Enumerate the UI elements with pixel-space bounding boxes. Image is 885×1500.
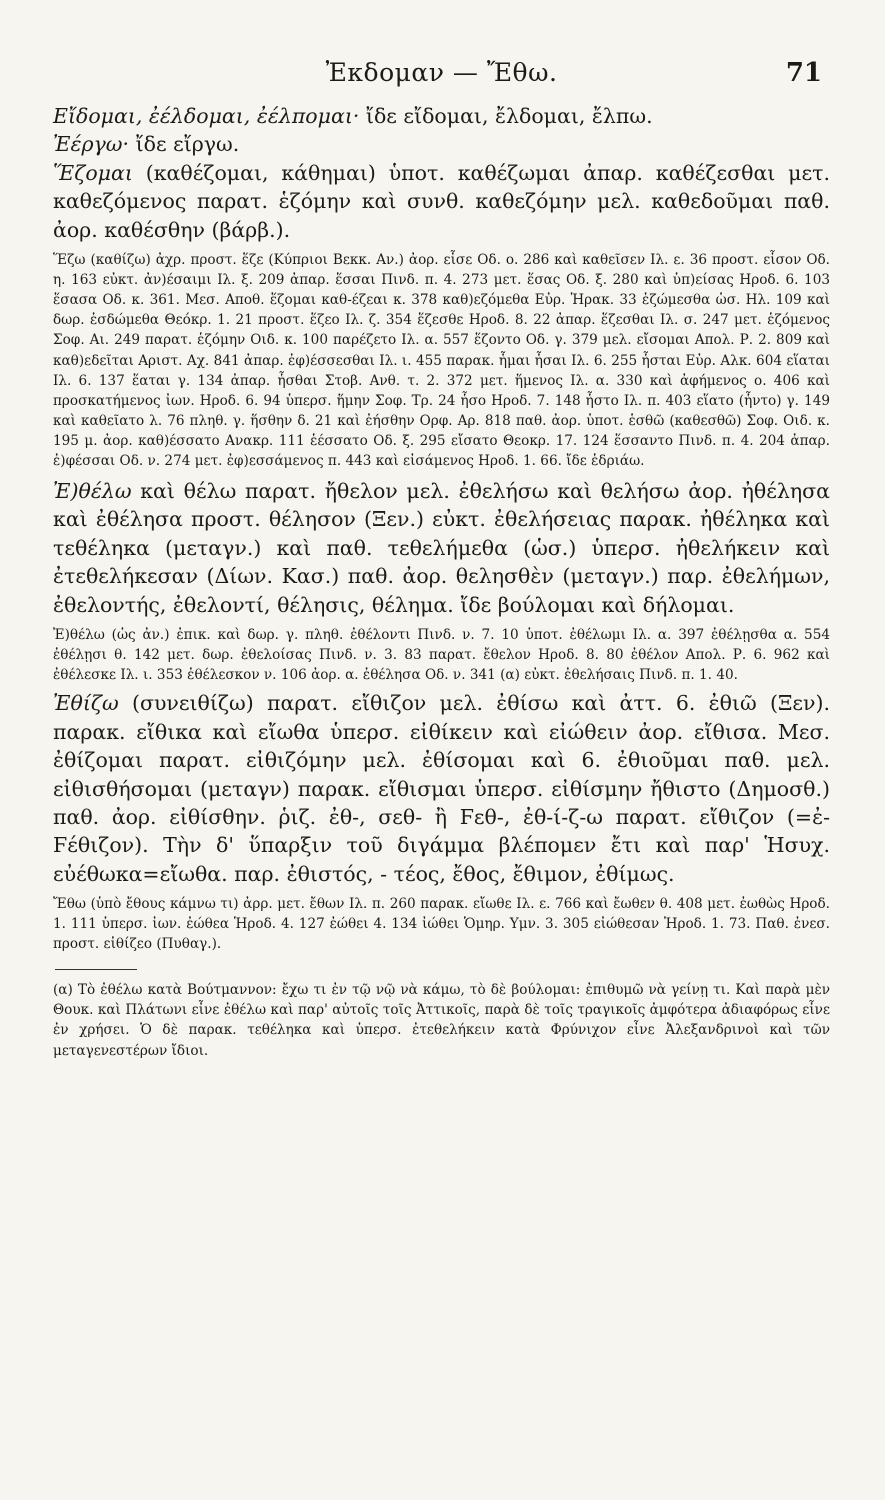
entry-detail-text: Ἔθω (ὑπὸ ἔθους κάμνω τι) ἀρρ. μετ. ἔθων Ιλ. π. 260 παρακ. εἴωθε Ιλ. ε. 766 καὶ ἔωθεν θ. 408 μετ. ἐωθὼς Ηροδ. 1. 111 ὑπερσ. ἰων. ἐώθεα Ἡροδ. 4. 127 ἐώθει 4. 134 ἰώθει Ὁμηρ. Υμν. 3. 305 εἰώθεσαν Ἡροδ. 1. 73. Παθ. ἐνεσ. προστ. εἰθίζεο (Πυθαγ.). <box>53 896 830 953</box>
entry-etho-details <box>53 894 830 954</box>
entry-ethizo <box>53 689 830 888</box>
footnote: (α) Τὸ ἐθέλω κατὰ Βούτμαννον: ἔχω τι ἐν τῷ νῷ νὰ κάμω, τὸ δὲ βούλομαι: ἐπιθυμῶ νὰ γείνῃ τι. Καὶ παρὰ μὲν Θουκ. καὶ Πλάτωνι εἶνε ἐθέλω καὶ παρ' αὐτοῖς τοῖς Ἀττικοῖς, παρὰ δὲ τοῖς τραγικοῖς ἀμφότερα ἀδιαφόρως εἶνε ἐν χρήσει. Ὁ δὲ παρακ. τεθέληκα καὶ ὑπερσ. ἐτεθελήκειν κατὰ Φρύνιχον εἶνε Ἀλεξανδρινοὶ καὶ τῶν μεταγενεστέρων ἴδιοι. <box>53 981 830 1059</box>
entry-ethelo <box>53 477 830 619</box>
entry-headword: Ἐθίζω <box>53 691 119 716</box>
footnote-divider <box>55 969 137 970</box>
entry-headword: Ἐέργω· <box>53 132 130 157</box>
entry-detail-text: Ἕζω (καθίζω) ἀχρ. προστ. ἕζε (Κύπριοι Βεκκ. Αν.) ἀορ. εἷσε Οδ. ο. 286 καὶ καθεῖσεν Ιλ. ε. 36 προστ. εἷσον Οδ. η. 163 εὐκτ. ἀν)έσαιμι Ιλ. ξ. 209 ἀπαρ. ἕσσαι Πινδ. π. 4. 273 μετ. ἕσας Οδ. ξ. 280 καὶ ὑπ)είσας Ηροδ. 6. 103 ἕσασα Οδ. κ. 361. Μεσ. Αποθ. ἕζομαι καθ-έζεαι κ. 378 καθ)εζόμεθα Εὐρ. Ἡρακ. 33 ἑζώμεσθα ὡσ. Ηλ. 109 καὶ δωρ. ἑσδώμεθα Θεόκρ. 1. 21 προστ. ἕζεο Ιλ. ζ. 354 ἕζεσθε Ηροδ. 8. 22 ἀπαρ. ἕζεσθαι Ιλ. σ. 247 μετ. ἑζόμενος Σοφ. Αι. 249 παρατ. ἑζόμην Οιδ. κ. 100 παρέζετο Ιλ. α. 557 ἕζοντο Οδ. γ. 379 μελ. εἴσομαι Απολ. Ρ. 2. 809 καὶ καθ)εδεῖται Αριστ. Αχ. 841 ἀπαρ. ἐφ)έσσεσθαι Ιλ. ι. 455 παρακ. ἧμαι ἧσαι Ιλ. 6. 255 ἧσται Εὐρ. Αλκ. 604 εἵαται Ιλ. 6. 137 ἕαται γ. 134 ἀπαρ. ἧσθαι Στοβ. Ανθ. τ. 2. 372 μετ. ἥμενος Ιλ. α. 330 καὶ ἀφήμενος ο. 406 καὶ προσκατήμενος ἰων. Ηροδ. 6. 94 ὑπερσ. ἥμην Σοφ. Τρ. 24 ἧσο Ηροδ. 7. 148 ἧστο Ιλ. π. 403 εἵατο (ἧντο) γ. 149 καὶ καθεῖατο λ. 76 πληθ. γ. ἥσθην δ. 21 καὶ ἐήσθην Ορφ. Αρ. 818 παθ. ἀορ. ὑποτ. ἑσθῶ (καθεσθῶ) Σοφ. Οιδ. κ. 195 μ. ἀορ. καθ)έσσατο Ανακρ. 111 ἑέσσατο Οδ. ξ. 295 εἴσατο Θεοκρ. 17. 124 ἕσσαντο Πινδ. π. 4. 204 ἀπαρ. ἐ)φέσσαι Οδ. ν. 274 μετ. ἐφ)εσσάμενος π. 443 καὶ εἰσάμενος Ηροδ. 1. 66. ἴδε ἑδριάω. <box>53 252 830 469</box>
entry-text: (συνειθίζω) παρατ. εἴθιζον μελ. ἐθίσω καὶ ἀττ. 6. ἐθιῶ (Ξεν). παρακ. εἴθικα καὶ εἴωθα ὑπερσ. εἰθίκειν καὶ εἰώθειν ἀορ. εἴθισα. Μεσ. ἐθίζομαι παρατ. εἰθιζόμην μελ. ἐθίσομαι καὶ 6. ἐθιοῦμαι παθ. μελ. εἰθισθήσομαι (μεταγν) παρακ. εἴθισμαι ὑπερσ. εἰθίσμην ἤθιστο (Δημοσθ.) παθ. ἀορ. εἰθίσθην. ῥιζ. ἐθ-, σεθ- ἢ Ϝεθ-, ἐθ-ί-ζ-ω παρατ. εἴθιζον (=ἐ-Ϝέθιζον). Τὴν δ' ὕπαρξιν τοῦ διγάμμα βλέπομεν ἔτι καὶ παρ' Ἡσυχ. εὐέθωκα=εἴωθα. παρ. ἐθιστός, - τέος, ἔθος, ἔθιμον, ἐθίμως. <box>53 691 830 886</box>
page-number: 71 <box>785 58 822 88</box>
entry-ethelo-details <box>53 625 830 685</box>
entry-text: ἴδε εἴργω. <box>135 132 240 157</box>
entry-headword: Ἕζομαι <box>53 160 133 185</box>
entry-hezomai <box>53 159 830 244</box>
entry-detail-text: Ἐ)θέλω (ὡς ἀν.) ἐπικ. καὶ δωρ. γ. πληθ. ἐθέλοντι Πινδ. ν. 7. 10 ὑποτ. ἐθέλωμι Ιλ. α. 397 ἐθέλῃσθα α. 554 ἐθέλῃσι θ. 142 μετ. δωρ. ἐθελοίσας Πινδ. ν. 3. 83 παρατ. ἔθελον Ηροδ. 8. 80 ἐθέλον Απολ. Ρ. 6. 962 καὶ ἐθέλεσκε Ιλ. ι. 353 ἐθέλεσκον ν. 106 ἀορ. α. ἐθέλησα Οδ. ν. 341 (α) εὐκτ. ἐθελήσαις Πινδ. π. 1. 40. <box>53 627 830 684</box>
entry-headword: Ἐ)θέλω <box>53 479 132 504</box>
entry-text: καὶ θέλω παρατ. ἤθελον μελ. ἐθελήσω καὶ θελήσω ἀορ. ἠθέλησα καὶ ἐθέλησα προστ. θέλησον (Ξεν.) εὐκτ. ἐθελήσειας παρακ. ἠθέληκα καὶ τεθέληκα (μεταγν.) καὶ παθ. τεθελήμεθα (ὡσ.) ὑπερσ. ἠθελήκειν καὶ ἐτεθελήκεσαν (Δίων. Κασ.) παθ. ἀορ. θελησθὲν (μεταγν.) παρ. ἐθελήμων, ἐθελοντής, ἐθελοντί, θέλησις, θέλημα. ἴδε βούλομαι καὶ δήλομαι. <box>53 479 830 617</box>
entry-eidomai <box>53 102 830 130</box>
entry-text: (καθέζομαι, κάθημαι) ὑποτ. καθέζωμαι ἀπαρ. καθέζεσθαι μετ. καθεζόμενος παρατ. ἑζόμην καὶ συνθ. καθεζόμην μελ. καθεδοῦμαι παθ. ἀορ. καθέσθην (βάρβ.). <box>53 160 830 242</box>
running-head-title: Ἐκδομαν — Ἔθω. <box>325 58 558 87</box>
entry-eergo <box>53 130 830 158</box>
entry-hezo-details <box>53 250 830 471</box>
running-head <box>53 58 830 98</box>
entry-headword: Εἴδομαι, ἐέλδομαι, ἐέλπομαι· <box>53 104 360 128</box>
entry-text: ἴδε εἴδομαι, ἔλδομαι, ἔλπω. <box>365 104 653 128</box>
